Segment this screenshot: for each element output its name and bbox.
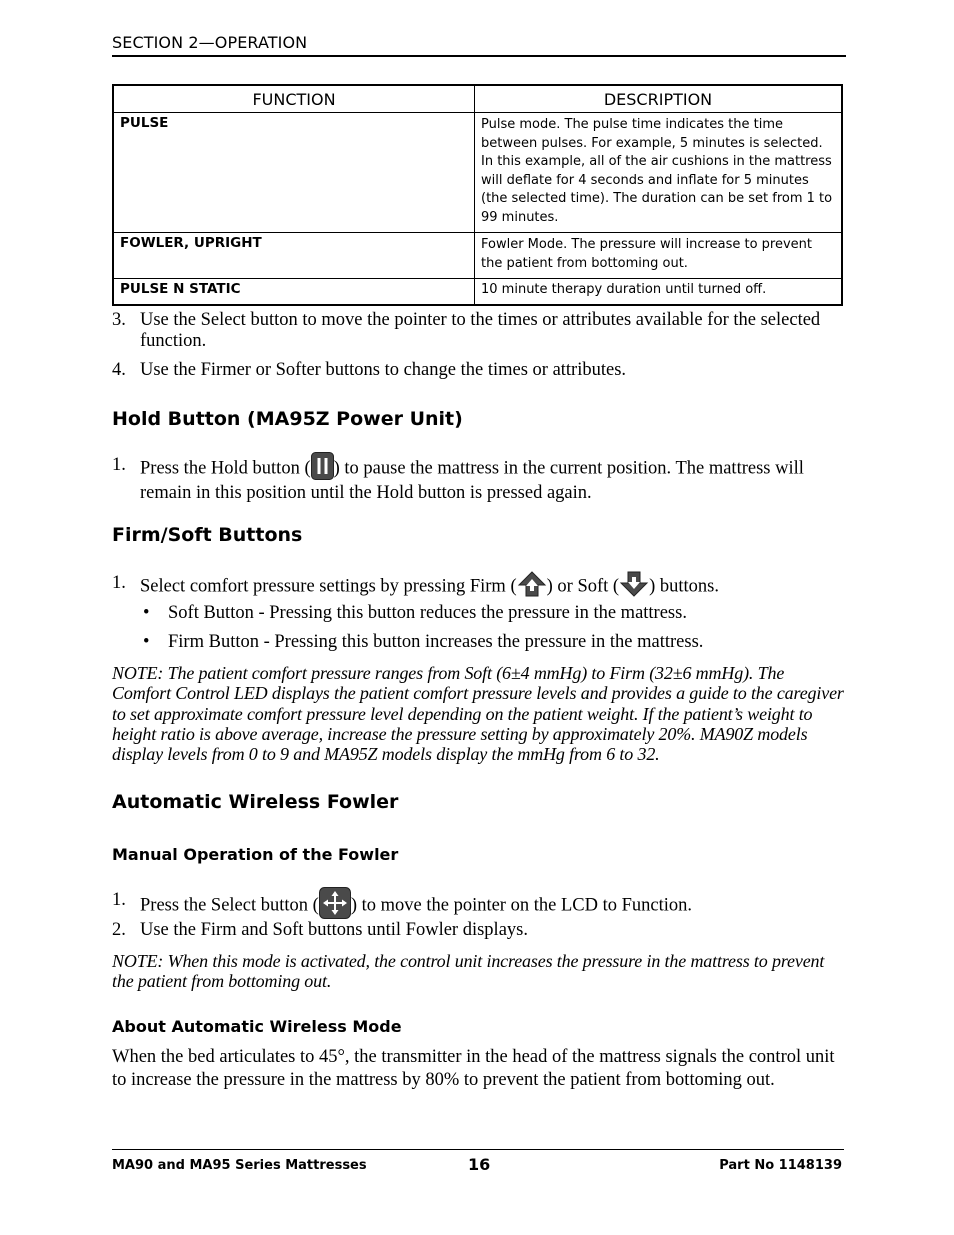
- step-text-part: Press the Select button (: [140, 895, 319, 916]
- table-header-row: [113, 85, 842, 113]
- step-text: [140, 455, 844, 504]
- description-cell: Pulse mode. The pulse time indicates the time between pulses. For example, 5 minutes is selected. In this example, all of the air cushions in the mattress will deflate for 4 seconds and inflate for 5 minutes (the selected time). The duration can be set from 1 to 99 minutes.: [475, 113, 843, 233]
- section-header: SECTION 2—OPERATION: [112, 33, 308, 52]
- fowler-step: [112, 920, 844, 941]
- auto-wireless-subheading: About Automatic Wireless Mode: [112, 1017, 402, 1036]
- table-row: [113, 279, 842, 305]
- firmsoft-step: [112, 573, 844, 601]
- function-column-header: FUNCTION: [113, 85, 475, 113]
- step-number: 1.: [112, 573, 126, 593]
- list-item: [112, 603, 844, 624]
- step-number: 1.: [112, 455, 126, 475]
- footer-document-title: MA90 and MA95 Series Mattresses: [112, 1158, 367, 1173]
- bullet-text: Soft Button - Pressing this button reduces the pressure in the mattress.: [168, 603, 687, 623]
- table-row: [113, 113, 842, 233]
- step-item: [112, 360, 844, 381]
- step-text: Use the Firmer or Softer buttons to change the times or attributes.: [140, 360, 627, 380]
- bullet-text: Firm Button - Pressing this button increases the pressure in the mattress.: [168, 632, 704, 652]
- bullet-marker: •: [143, 603, 150, 623]
- step-number: 3.: [112, 310, 126, 330]
- description-cell: 10 minute therapy duration until turned off.: [475, 279, 843, 305]
- description-cell: Fowler Mode. The pressure will increase to prevent the patient from bottoming out.: [475, 233, 843, 279]
- function-cell: FOWLER, UPRIGHT: [113, 233, 475, 279]
- description-column-header: DESCRIPTION: [475, 85, 843, 113]
- fowler-heading: Automatic Wireless Fowler: [112, 791, 399, 813]
- step-number: 2.: [112, 920, 126, 940]
- page-number: 16: [468, 1155, 491, 1174]
- step-number: 4.: [112, 360, 126, 380]
- step-text-part: ) to move the pointer on the LCD to Function.: [350, 895, 692, 916]
- step-item: [112, 310, 844, 352]
- manual-fowler-subheading: Manual Operation of the Fowler: [112, 845, 399, 864]
- step-text: [140, 890, 844, 922]
- footer-part-number: Part No 1148139: [719, 1158, 842, 1173]
- four-way-arrow-icon: [319, 887, 351, 919]
- step-text: Use the Firm and Soft buttons until Fowler displays.: [140, 920, 528, 940]
- step-number: 1.: [112, 890, 126, 910]
- step-text-part: ) to pause the mattress in the current position. The mattress will remain in this position until the Hold button is pressed again.: [140, 458, 804, 503]
- hold-step: [112, 455, 844, 504]
- function-table: [112, 84, 843, 306]
- pause-icon: [311, 452, 334, 480]
- firmsoft-heading: Firm/Soft Buttons: [112, 524, 303, 546]
- pressure-note: NOTE: The patient comfort pressure ranges from Soft (6±4 mmHg) to Firm (32±6 mmHg). The Comfort Control LED displays the patient comfort pressure levels and provides a guide to the caregiver to set approximate comfort pressure level depending on the patient weight. If the patient’s weight to height ratio is above average, increase the pressure setting by approximately 20%. MA90Z models display levels from 0 to 9 and MA95Z models display the mmHg from 6 to 32.: [112, 663, 844, 765]
- function-cell: PULSE N STATIC: [113, 279, 475, 305]
- step-text-part: Select comfort pressure settings by pressing Firm (: [140, 576, 517, 597]
- step-text-part: ) buttons.: [649, 576, 719, 597]
- auto-wireless-paragraph: When the bed articulates to 45°, the transmitter in the head of the mattress signals the control unit to increase the pressure in the mattress by 80% to prevent the patient from bottoming out.: [112, 1047, 835, 1090]
- up-arrow-icon: [517, 570, 547, 598]
- step-text-part: ) or Soft (: [546, 576, 620, 597]
- down-arrow-icon: [619, 570, 649, 598]
- table-row: [113, 233, 842, 279]
- list-item: [112, 632, 844, 653]
- function-cell: PULSE: [113, 113, 475, 233]
- fowler-step: [112, 890, 844, 922]
- header-rule: [112, 55, 846, 57]
- hold-heading: Hold Button (MA95Z Power Unit): [112, 408, 463, 430]
- fowler-note: NOTE: When this mode is activated, the control unit increases the pressure in the mattress to prevent the patient from bottoming out.: [112, 951, 825, 992]
- step-text: Use the Select button to move the pointer to the times or attributes available for the selected function.: [140, 310, 821, 351]
- footer-rule: [112, 1149, 844, 1150]
- step-text: [140, 573, 844, 601]
- bullet-marker: •: [143, 632, 150, 652]
- step-text-part: Press the Hold button (: [140, 458, 311, 479]
